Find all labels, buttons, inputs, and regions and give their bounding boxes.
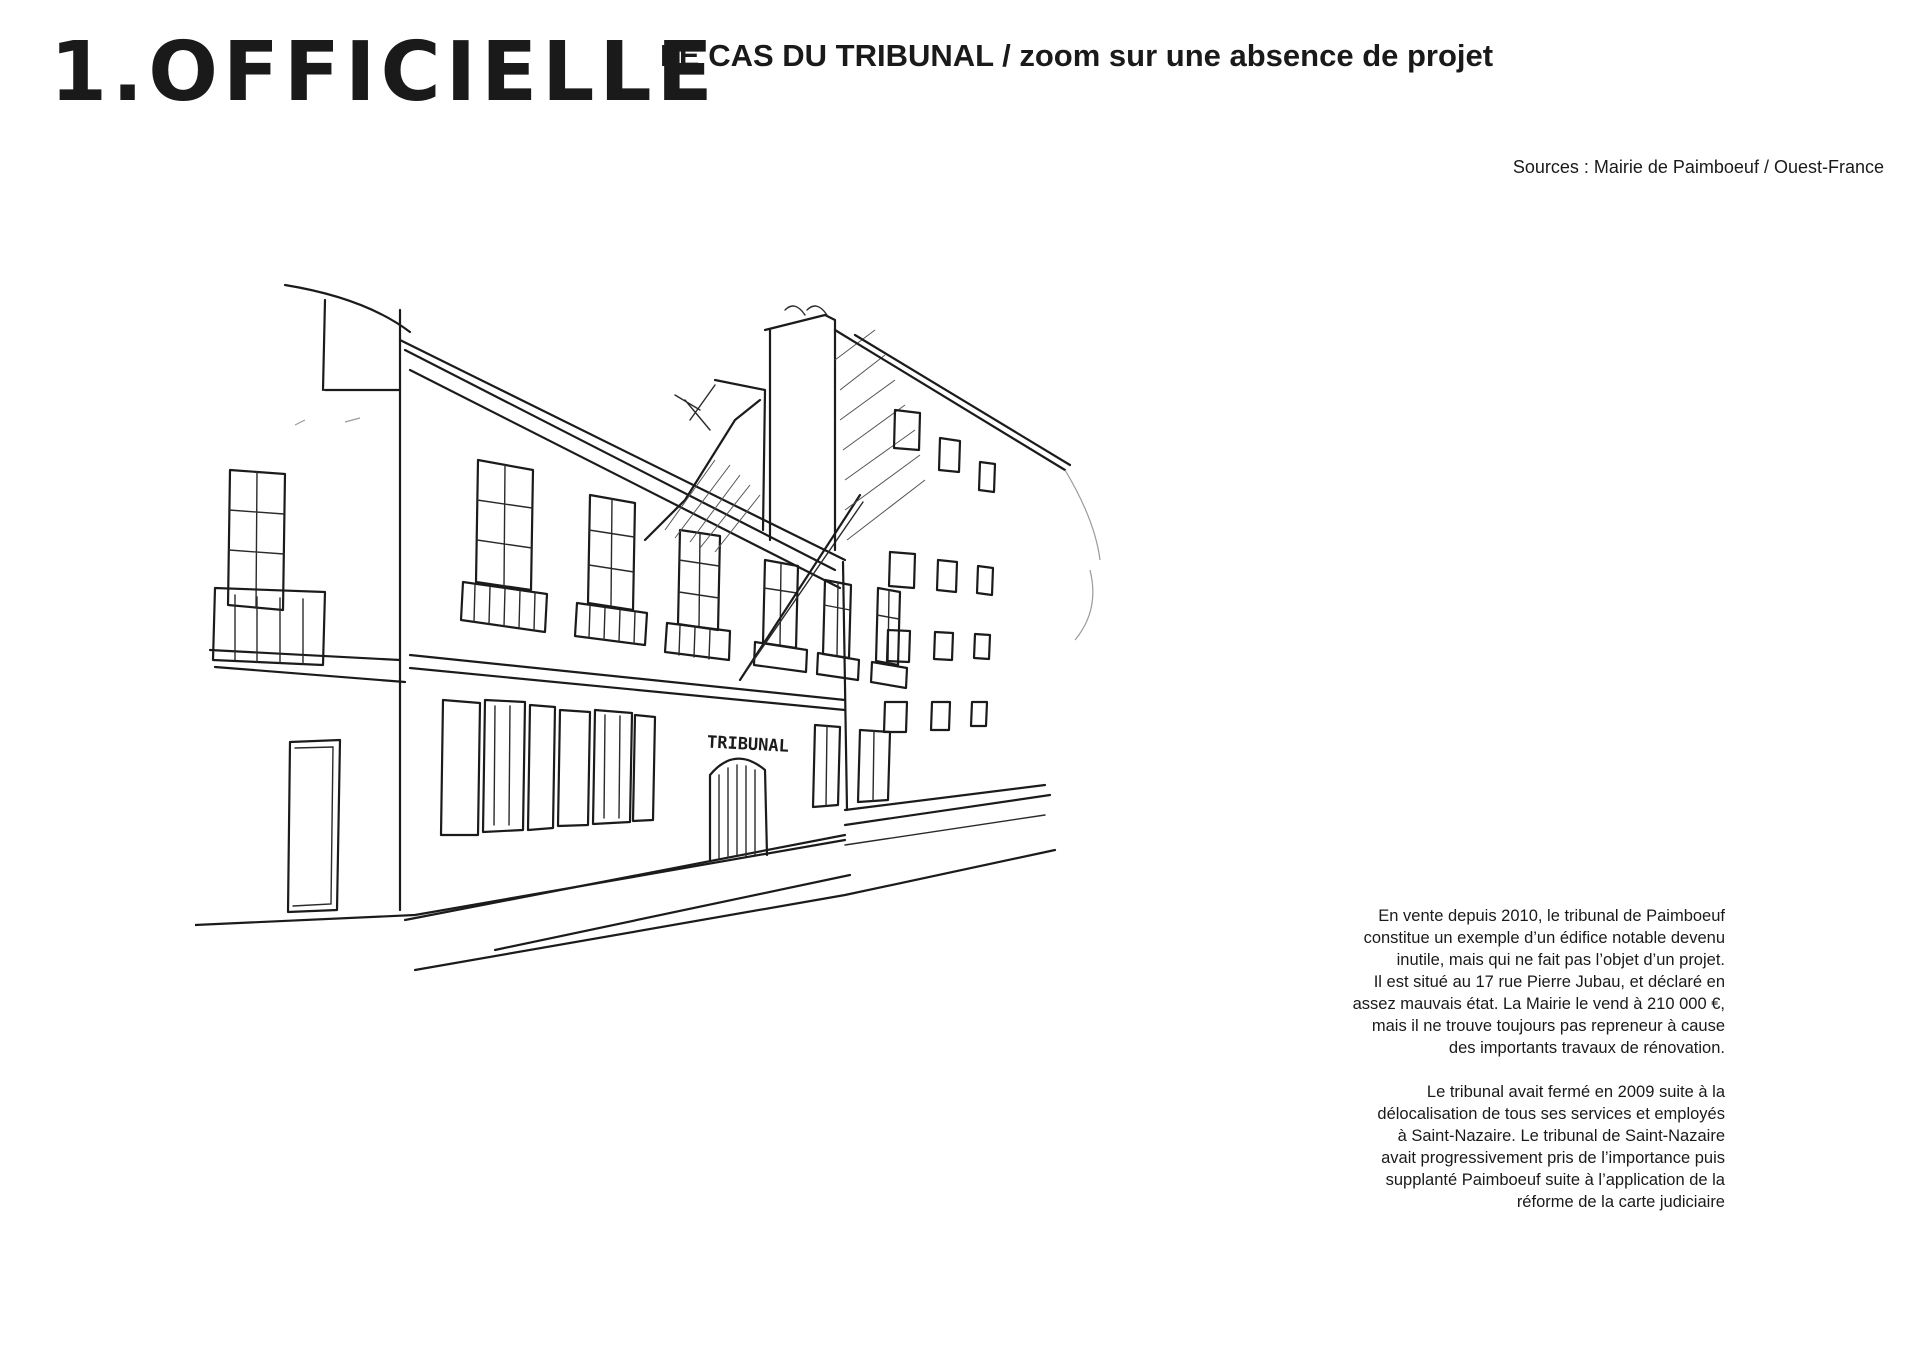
description-paragraph-2: Le tribunal avait fermé en 2009 suite à la délocalisation de tous ses services et employés à Saint-Nazaire. Le tribunal de Saint-Nazaire avait progressivement pris de l’importance puis supplanté Paimboeuf suite à l’application de la réforme de la carte judiciaire (1377, 1083, 1725, 1211)
description-text (1270, 905, 1725, 1235)
left-building (210, 285, 410, 912)
sketch-drawing (195, 270, 1355, 990)
page-title: 1.OFFICIELLE (50, 25, 718, 120)
sources-note: Sources : Mairie de Paimboeuf / Ouest-France (1512, 157, 1884, 177)
chimneys (645, 306, 925, 552)
page-subtitle: LE CAS DU TRIBUNAL / zoom sur une absence de projet (660, 38, 1494, 73)
tribunal-sign: TRIBUNAL (706, 732, 790, 757)
right-building (835, 330, 1070, 825)
main-building (400, 340, 907, 920)
description-paragraph-1: En vente depuis 2010, le tribunal de Paimboeuf constitue un exemple d’un édifice notable devenu inutile, mais qui ne fait pas l’objet d’un projet. Il est situé au 17 rue Pierre Jubau, et déclaré en assez mauvais état. La Mairie le vend à 210 000 €, mais il ne trouve toujours pas repreneur à cause des importants travaux de rénovation. (1352, 907, 1725, 1057)
tribunal-sketch (195, 270, 1355, 990)
